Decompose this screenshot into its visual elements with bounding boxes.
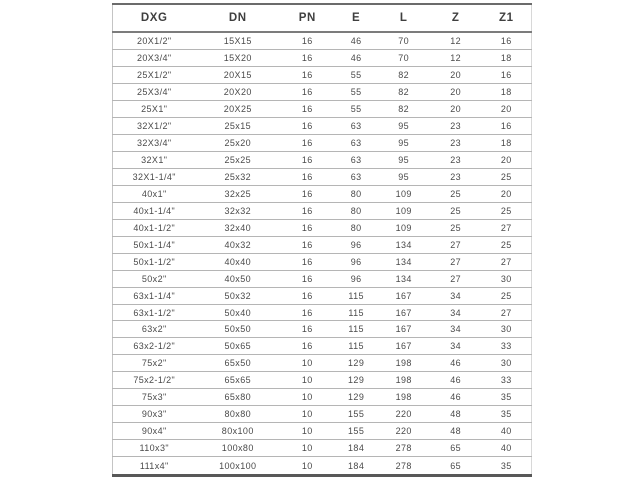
table-cell: 16: [482, 32, 532, 50]
table-cell: 109: [378, 219, 430, 236]
table-cell: 95: [378, 118, 430, 135]
table-cell: 25x32: [195, 168, 280, 185]
table-cell: 27: [482, 304, 532, 321]
table-cell: 96: [335, 270, 378, 287]
table-cell: 278: [378, 457, 430, 476]
table-cell: 48: [430, 406, 482, 423]
table-row: [113, 67, 532, 84]
table-cell: 40: [482, 423, 532, 440]
table-cell: 27: [482, 219, 532, 236]
table-row: [113, 304, 532, 321]
table-cell: 16: [280, 219, 334, 236]
table-cell: 40x32: [195, 236, 280, 253]
table-cell: 16: [280, 32, 334, 50]
table-row: [113, 32, 532, 50]
table-cell: 75x2": [113, 355, 196, 372]
table-cell: 115: [335, 338, 378, 355]
table-cell: 25X3/4": [113, 84, 196, 101]
table-row: [113, 440, 532, 457]
table-cell: 16: [280, 84, 334, 101]
table-cell: 16: [280, 304, 334, 321]
table-cell: 167: [378, 338, 430, 355]
table-row: [113, 270, 532, 287]
table-cell: 16: [280, 168, 334, 185]
table-cell: 63x2": [113, 321, 196, 338]
column-header-pn: PN: [280, 4, 334, 32]
table-cell: 34: [430, 338, 482, 355]
table-cell: 12: [430, 32, 482, 50]
table-cell: 18: [482, 135, 532, 152]
table-cell: 63x1-1/2": [113, 304, 196, 321]
table-cell: 33: [482, 372, 532, 389]
table-cell: 82: [378, 67, 430, 84]
table-cell: 20: [430, 84, 482, 101]
table-header: [113, 4, 532, 32]
table-cell: 25: [482, 202, 532, 219]
table-cell: 40x1-1/4": [113, 202, 196, 219]
table-cell: 25: [430, 202, 482, 219]
column-header-z1: Z1: [482, 4, 532, 32]
table-cell: 80x80: [195, 406, 280, 423]
table-row: [113, 236, 532, 253]
table-row: [113, 253, 532, 270]
table-row: [113, 372, 532, 389]
table-cell: 90x3": [113, 406, 196, 423]
table-cell: 198: [378, 372, 430, 389]
table-cell: 129: [335, 372, 378, 389]
table-cell: 129: [335, 389, 378, 406]
table-cell: 55: [335, 84, 378, 101]
table-row: [113, 389, 532, 406]
table-cell: 40x1-1/2": [113, 219, 196, 236]
table-row: [113, 355, 532, 372]
table-cell: 109: [378, 202, 430, 219]
table-cell: 46: [335, 32, 378, 50]
table-cell: 25: [430, 185, 482, 202]
header-row: [113, 4, 532, 32]
table-cell: 34: [430, 321, 482, 338]
table-cell: 75x3": [113, 389, 196, 406]
table-cell: 63x1-1/4": [113, 287, 196, 304]
table-row: [113, 118, 532, 135]
table-cell: 16: [280, 118, 334, 135]
table-cell: 110x3": [113, 440, 196, 457]
table-cell: 134: [378, 253, 430, 270]
table-cell: 16: [280, 338, 334, 355]
table-cell: 25x15: [195, 118, 280, 135]
table-cell: 16: [482, 67, 532, 84]
table-cell: 50x65: [195, 338, 280, 355]
table-cell: 70: [378, 32, 430, 50]
table-cell: 278: [378, 440, 430, 457]
table-cell: 134: [378, 236, 430, 253]
column-header-e: E: [335, 4, 378, 32]
table-cell: 96: [335, 253, 378, 270]
table-cell: 40: [482, 440, 532, 457]
table-cell: 20X1/2": [113, 32, 196, 50]
table-cell: 32x40: [195, 219, 280, 236]
table-cell: 25: [482, 168, 532, 185]
table-cell: 167: [378, 287, 430, 304]
table-row: [113, 185, 532, 202]
table-cell: 27: [430, 236, 482, 253]
table-cell: 46: [430, 372, 482, 389]
table-cell: 95: [378, 168, 430, 185]
table-cell: 75x2-1/2": [113, 372, 196, 389]
table-cell: 46: [335, 50, 378, 67]
table-cell: 32X1-1/4": [113, 168, 196, 185]
table-cell: 50x1-1/2": [113, 253, 196, 270]
column-header-dxg: DXG: [113, 4, 196, 32]
table-cell: 20X15: [195, 67, 280, 84]
table-cell: 50x32: [195, 287, 280, 304]
table-cell: 16: [280, 236, 334, 253]
table-cell: 12: [430, 50, 482, 67]
table-cell: 115: [335, 321, 378, 338]
table-cell: 63: [335, 118, 378, 135]
table-cell: 80: [335, 219, 378, 236]
table-cell: 25X1/2": [113, 67, 196, 84]
table-cell: 16: [280, 50, 334, 67]
table-cell: 18: [482, 84, 532, 101]
table-cell: 35: [482, 457, 532, 476]
table-cell: 30: [482, 270, 532, 287]
table-cell: 35: [482, 406, 532, 423]
table-cell: 16: [280, 135, 334, 152]
table-cell: 198: [378, 389, 430, 406]
table-cell: 115: [335, 304, 378, 321]
table-cell: 155: [335, 423, 378, 440]
table-cell: 134: [378, 270, 430, 287]
table-cell: 48: [430, 423, 482, 440]
table-cell: 82: [378, 101, 430, 118]
table-cell: 32X1": [113, 151, 196, 168]
table-cell: 16: [280, 270, 334, 287]
table-cell: 32x25: [195, 185, 280, 202]
table-cell: 184: [335, 440, 378, 457]
table-cell: 220: [378, 423, 430, 440]
table-cell: 27: [482, 253, 532, 270]
table-row: [113, 151, 532, 168]
table-cell: 95: [378, 135, 430, 152]
table-cell: 40x1": [113, 185, 196, 202]
table-row: [113, 287, 532, 304]
table-cell: 95: [378, 151, 430, 168]
table-cell: 16: [280, 67, 334, 84]
table-cell: 23: [430, 151, 482, 168]
table-cell: 30: [482, 321, 532, 338]
table-cell: 32X1/2": [113, 118, 196, 135]
table-cell: 10: [280, 423, 334, 440]
table-cell: 65x50: [195, 355, 280, 372]
table-cell: 63: [335, 168, 378, 185]
table-cell: 25: [430, 219, 482, 236]
table-cell: 25: [482, 287, 532, 304]
table-cell: 65: [430, 457, 482, 476]
table-cell: 16: [280, 253, 334, 270]
table-cell: 20: [430, 67, 482, 84]
table-row: [113, 101, 532, 118]
table-cell: 129: [335, 355, 378, 372]
table-row: [113, 135, 532, 152]
table-cell: 20: [430, 101, 482, 118]
table-cell: 55: [335, 67, 378, 84]
table-row: [113, 219, 532, 236]
table-row: [113, 202, 532, 219]
table-cell: 16: [482, 118, 532, 135]
table-cell: 80: [335, 185, 378, 202]
table-cell: 80: [335, 202, 378, 219]
table-cell: 30: [482, 355, 532, 372]
table-cell: 34: [430, 304, 482, 321]
table-cell: 10: [280, 355, 334, 372]
table-cell: 18: [482, 50, 532, 67]
table-row: [113, 457, 532, 476]
table-cell: 23: [430, 135, 482, 152]
table-cell: 70: [378, 50, 430, 67]
table-cell: 167: [378, 304, 430, 321]
table-cell: 10: [280, 406, 334, 423]
table-cell: 16: [280, 202, 334, 219]
table-cell: 40x40: [195, 253, 280, 270]
table-cell: 65x80: [195, 389, 280, 406]
table-cell: 15X15: [195, 32, 280, 50]
table-cell: 55: [335, 101, 378, 118]
table-cell: 96: [335, 236, 378, 253]
table-cell: 10: [280, 389, 334, 406]
table-cell: 10: [280, 372, 334, 389]
table-cell: 63: [335, 135, 378, 152]
table-cell: 80x100: [195, 423, 280, 440]
table-cell: 25: [482, 236, 532, 253]
table-cell: 20X3/4": [113, 50, 196, 67]
table-cell: 100x100: [195, 457, 280, 476]
table-row: [113, 423, 532, 440]
table-cell: 90x4": [113, 423, 196, 440]
table-cell: 167: [378, 321, 430, 338]
table-cell: 23: [430, 118, 482, 135]
pipe-fitting-dimensions-table: [112, 3, 532, 477]
table-cell: 20X20: [195, 84, 280, 101]
table-cell: 50x40: [195, 304, 280, 321]
table-cell: 115: [335, 287, 378, 304]
table-cell: 10: [280, 440, 334, 457]
table-cell: 33: [482, 338, 532, 355]
table-cell: 63: [335, 151, 378, 168]
table-cell: 100x80: [195, 440, 280, 457]
table-cell: 16: [280, 287, 334, 304]
table-cell: 15X20: [195, 50, 280, 67]
table-cell: 46: [430, 355, 482, 372]
table-cell: 25X1": [113, 101, 196, 118]
table-cell: 34: [430, 287, 482, 304]
table-cell: 20X25: [195, 101, 280, 118]
table-cell: 25x20: [195, 135, 280, 152]
table-cell: 20: [482, 151, 532, 168]
table-cell: 50x50: [195, 321, 280, 338]
table-row: [113, 406, 532, 423]
table-row: [113, 50, 532, 67]
table-cell: 16: [280, 151, 334, 168]
table-cell: 50x2": [113, 270, 196, 287]
table-cell: 32x32: [195, 202, 280, 219]
table-cell: 23: [430, 168, 482, 185]
table-cell: 32X3/4": [113, 135, 196, 152]
column-header-dn: DN: [195, 4, 280, 32]
table-row: [113, 321, 532, 338]
table-cell: 198: [378, 355, 430, 372]
table-cell: 50x1-1/4": [113, 236, 196, 253]
table-cell: 16: [280, 321, 334, 338]
table-cell: 16: [280, 101, 334, 118]
table-cell: 25x25: [195, 151, 280, 168]
table-cell: 63x2-1/2": [113, 338, 196, 355]
table-row: [113, 338, 532, 355]
table-cell: 46: [430, 389, 482, 406]
table-cell: 65x65: [195, 372, 280, 389]
column-header-z: Z: [430, 4, 482, 32]
table-cell: 40x50: [195, 270, 280, 287]
table-cell: 27: [430, 253, 482, 270]
table-cell: 35: [482, 389, 532, 406]
table-cell: 10: [280, 457, 334, 476]
table-cell: 184: [335, 457, 378, 476]
table-cell: 109: [378, 185, 430, 202]
table-cell: 20: [482, 185, 532, 202]
table-body: [113, 32, 532, 476]
table-cell: 155: [335, 406, 378, 423]
table-cell: 16: [280, 185, 334, 202]
column-header-l: L: [378, 4, 430, 32]
table-cell: 20: [482, 101, 532, 118]
table-cell: 27: [430, 270, 482, 287]
table-row: [113, 168, 532, 185]
table-cell: 65: [430, 440, 482, 457]
table-row: [113, 84, 532, 101]
table-cell: 82: [378, 84, 430, 101]
table-cell: 111x4": [113, 457, 196, 476]
table-cell: 220: [378, 406, 430, 423]
